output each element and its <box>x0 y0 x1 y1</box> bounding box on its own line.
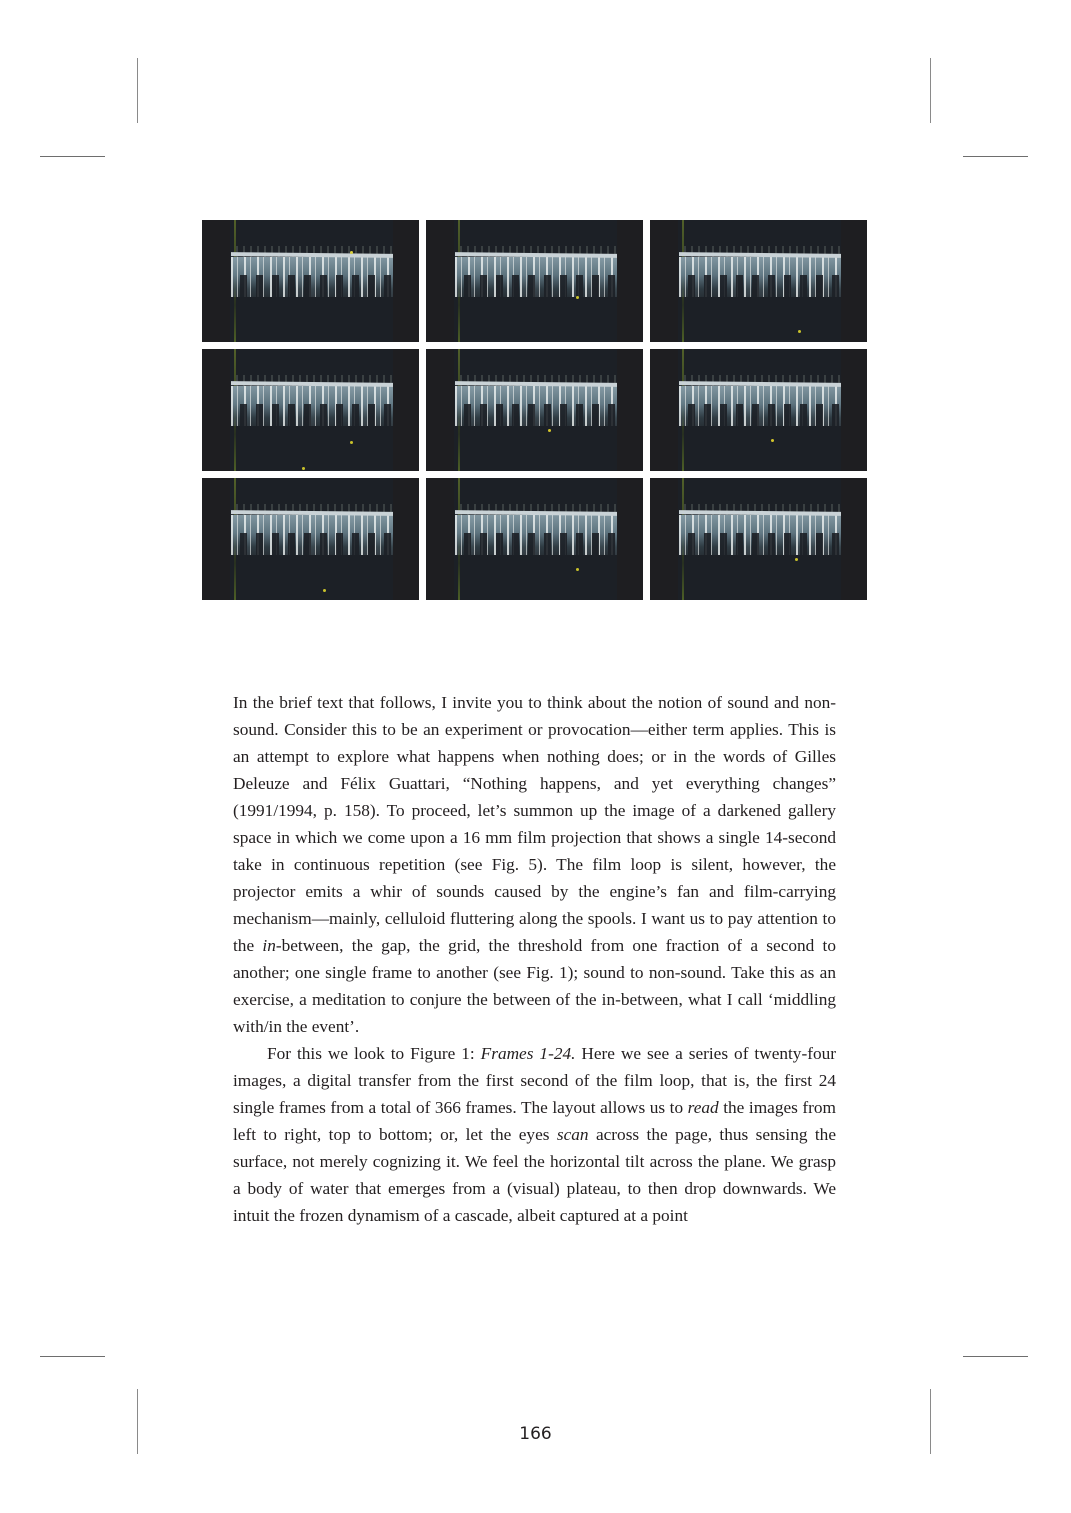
body-text <box>233 689 836 1229</box>
waterfall-image <box>230 478 393 600</box>
waterfall-image <box>230 349 393 471</box>
waterfall-image <box>454 478 617 600</box>
cascade-shadow <box>455 404 617 434</box>
dust-speck <box>350 441 353 444</box>
waterfall-image <box>454 349 617 471</box>
crop-mark-bottom-right-vertical <box>930 1389 931 1454</box>
crop-mark-top-right-horizontal <box>963 156 1028 157</box>
cascade-shadow <box>231 404 393 434</box>
cascade-shadow <box>679 533 841 563</box>
film-frame <box>426 478 643 600</box>
cascade-shadow <box>231 533 393 563</box>
dust-speck <box>323 589 326 592</box>
emphasis-scan: scan <box>556 1125 589 1144</box>
waterfall-image <box>678 220 841 342</box>
waterfall-image <box>678 478 841 600</box>
film-frame <box>202 349 419 471</box>
cascade-shadow <box>679 275 841 305</box>
emphasis-read: read <box>687 1098 719 1117</box>
dust-speck <box>576 568 579 571</box>
emphasis-figure-title: Frames 1-24. <box>480 1044 576 1063</box>
crop-mark-top-right-vertical <box>930 58 931 123</box>
film-frame <box>650 220 867 342</box>
waterfall-image <box>230 220 393 342</box>
dust-speck <box>771 439 774 442</box>
crop-mark-bottom-right-horizontal <box>963 1356 1028 1357</box>
film-frame <box>650 349 867 471</box>
cascade-shadow <box>679 404 841 434</box>
waterfall-image <box>454 220 617 342</box>
paragraph-2: For this we look to Figure 1: Frames 1-24. Here we see a series of twenty-four images, a digital transfer from the first second of the film loop, that is, the first 24 single frames from a total of 366 frames. The layout allows us to read the images from left to right, top to bottom; or, let the eyes scan across the page, thus sensing the surface, not merely cognizing it. We feel the horizontal tilt across the plane. We grasp a body of water that emerges from a (visual) plateau, to then drop downwards. We intuit the frozen dynamism of a cascade, albeit captured at a point <box>233 1044 836 1225</box>
cascade-shadow <box>455 533 617 563</box>
waterfall-image <box>678 349 841 471</box>
film-frame <box>650 478 867 600</box>
film-frame <box>426 220 643 342</box>
page-number: 166 <box>519 1424 552 1444</box>
paragraph-1: In the brief text that follows, I invite you to think about the notion of sound and non-sound. Consider this to be an experiment or provocation—either term applies. This is an attempt to explore what happens when nothing does; or in the words of Gilles Deleuze and Félix Guattari, “Nothing happens, and yet everything changes” (1991/1994, p. 158). To proceed, let’s summon up the image of a darkened gallery space in which we come upon a 16 mm film projection that shows a single 14-second take in continuous repetition (see Fig. 5). The film loop is silent, however, the projector emits a whir of sounds caused by the engine’s fan and film-carrying mechanism—mainly, celluloid fluttering along the spools. I want us to pay attention to the in-between, the gap, the grid, the threshold from one fraction of a second to another; one single frame to another (see Fig. 1); sound to non-sound. Take this as an exercise, a meditation to conjure the between of the in-between, what I call ‘middling with/in the event’. <box>233 693 837 1036</box>
cascade-shadow <box>231 275 393 305</box>
dust-speck <box>350 251 353 254</box>
dust-speck <box>576 296 579 299</box>
film-frame <box>202 478 419 600</box>
crop-mark-bottom-left-horizontal <box>40 1356 105 1357</box>
film-frames-figure <box>202 220 867 601</box>
dust-speck <box>795 558 798 561</box>
film-frame <box>426 349 643 471</box>
film-frame <box>202 220 419 342</box>
emphasis-in: in <box>262 936 276 955</box>
dust-speck <box>798 330 801 333</box>
crop-mark-top-left-horizontal <box>40 156 105 157</box>
crop-mark-bottom-left-vertical <box>137 1389 138 1454</box>
cascade-shadow <box>455 275 617 305</box>
dust-speck <box>548 429 551 432</box>
crop-mark-top-left-vertical <box>137 58 138 123</box>
dust-speck <box>302 467 305 470</box>
